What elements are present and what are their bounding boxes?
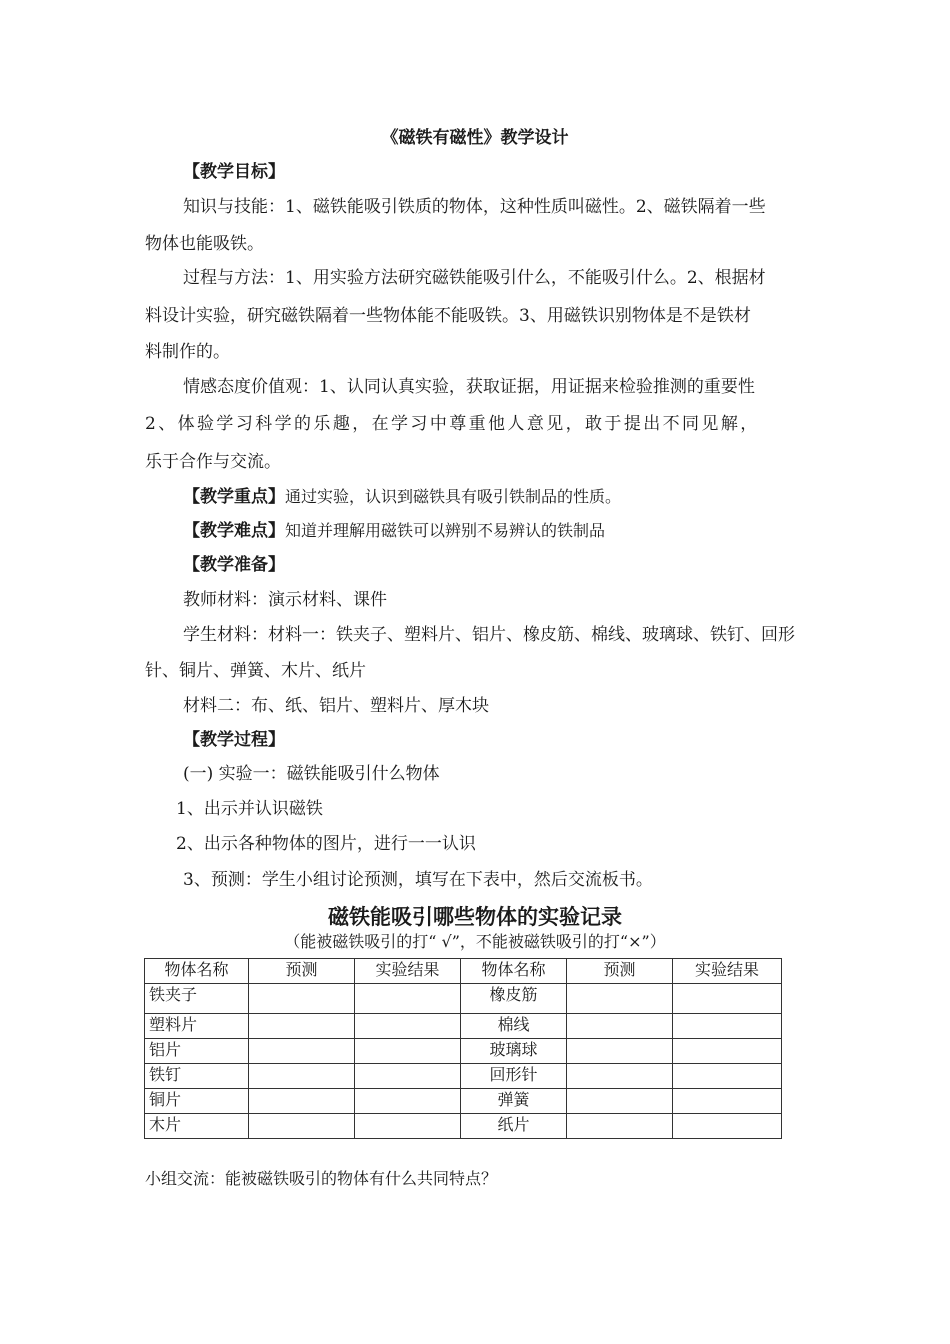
- difficulty-row: [183, 520, 605, 542]
- header-cell: 实验结果: [673, 959, 782, 984]
- key-point-label: 【教学重点】: [183, 487, 285, 507]
- prediction-cell: [567, 1039, 673, 1064]
- knowledge-line-1: 知识与技能：1、磁铁能吸引铁质的物体，这种性质叫磁性。2、磁铁隔着一些: [183, 197, 766, 217]
- knowledge-line-2: 物体也能吸铁。: [145, 234, 264, 254]
- table-row: [145, 1039, 782, 1064]
- result-cell: [673, 1064, 782, 1089]
- object-name-cell: 弹簧: [461, 1089, 567, 1114]
- key-point-row: [183, 486, 621, 508]
- result-cell: [355, 1014, 461, 1039]
- object-name-cell: 木片: [145, 1114, 249, 1139]
- process-goal-line-3: 料制作的。: [145, 342, 230, 362]
- student-materials-line-2: 针、铜片、弹簧、木片、纸片: [145, 661, 366, 681]
- header-cell: 物体名称: [461, 959, 567, 984]
- group-discussion: 小组交流：能被磁铁吸引的物体有什么共同特点？: [145, 1169, 498, 1188]
- record-table: [144, 958, 782, 1139]
- header-cell: 预测: [249, 959, 355, 984]
- emotion-line-1: 情感态度价值观：1、认同认真实验，获取证据，用证据来检验推测的重要性: [183, 377, 755, 397]
- object-name-cell: 纸片: [461, 1114, 567, 1139]
- header-cell: 预测: [567, 959, 673, 984]
- result-cell: [355, 1039, 461, 1064]
- object-name-cell: 塑料片: [145, 1014, 249, 1039]
- process-heading: 【教学过程】: [183, 730, 285, 750]
- object-name-cell: 回形针: [461, 1064, 567, 1089]
- object-name-cell: 棉线: [461, 1014, 567, 1039]
- record-table-title: 磁铁能吸引哪些物体的实验记录: [328, 905, 622, 929]
- result-cell: [673, 1114, 782, 1139]
- difficulty-label: 【教学难点】: [183, 521, 285, 541]
- prediction-cell: [567, 984, 673, 1014]
- key-point-text: 通过实验，认识到磁铁具有吸引铁制品的性质。: [285, 487, 622, 506]
- student-materials-line-1: 学生材料：材料一：铁夹子、塑料片、铝片、橡皮筋、棉线、玻璃球、铁钉、回形: [183, 625, 795, 645]
- prediction-cell: [249, 1114, 355, 1139]
- step-two: 2、出示各种物体的图片，进行一一认识: [176, 834, 476, 854]
- object-name-cell: 铁夹子: [145, 984, 249, 1014]
- material-two: 材料二：布、纸、铝片、塑料片、厚木块: [183, 696, 489, 716]
- table-row: [145, 1089, 782, 1114]
- object-name-cell: 橡皮筋: [461, 984, 567, 1014]
- table-row: [145, 1114, 782, 1139]
- object-name-cell: 玻璃球: [461, 1039, 567, 1064]
- step-one: 1、出示并认识磁铁: [176, 799, 323, 819]
- prediction-cell: [249, 1064, 355, 1089]
- object-name-cell: 铁钉: [145, 1064, 249, 1089]
- step-three: 3、预测：学生小组讨论预测，填写在下表中，然后交流板书。: [183, 870, 653, 890]
- result-cell: [355, 1089, 461, 1114]
- object-name-cell: 铝片: [145, 1039, 249, 1064]
- result-cell: [673, 1014, 782, 1039]
- prediction-cell: [567, 1114, 673, 1139]
- table-row: [145, 1064, 782, 1089]
- emotion-line-3: 乐于合作与交流。: [145, 452, 281, 472]
- table-row: [145, 984, 782, 1014]
- prep-heading: 【教学准备】: [183, 555, 285, 575]
- experiment-one: (一) 实验一：磁铁能吸引什么物体: [183, 764, 440, 784]
- difficulty-text: 知道并理解用磁铁可以辨别不易辨认的铁制品: [285, 521, 606, 540]
- process-goal-line-2: 料设计实验，研究磁铁隔着一些物体能不能吸铁。3、用磁铁识别物体是不是铁材: [145, 306, 751, 326]
- header-cell: 实验结果: [355, 959, 461, 984]
- result-cell: [355, 1114, 461, 1139]
- result-cell: [673, 1039, 782, 1064]
- goals-heading: 【教学目标】: [183, 162, 285, 182]
- result-cell: [673, 1089, 782, 1114]
- prediction-cell: [249, 1089, 355, 1114]
- prediction-cell: [249, 1014, 355, 1039]
- prediction-cell: [567, 1089, 673, 1114]
- result-cell: [673, 984, 782, 1014]
- object-name-cell: 铜片: [145, 1089, 249, 1114]
- prediction-cell: [249, 1039, 355, 1064]
- prediction-cell: [567, 1014, 673, 1039]
- record-table-subtitle: （能被磁铁吸引的打“ √”，不能被磁铁吸引的打“×”）: [284, 932, 666, 951]
- result-cell: [355, 1064, 461, 1089]
- document-title: 《磁铁有磁性》教学设计: [381, 128, 569, 148]
- table-header-row: [145, 959, 782, 984]
- emotion-line-2: 2、体验学习科学的乐趣，在学习中尊重他人意见，敢于提出不同见解，: [145, 414, 760, 434]
- prediction-cell: [249, 984, 355, 1014]
- table-row: [145, 1014, 782, 1039]
- teacher-materials: 教师材料：演示材料、课件: [183, 590, 387, 610]
- process-goal-line-1: 过程与方法：1、用实验方法研究磁铁能吸引什么，不能吸引什么。2、根据材: [183, 268, 766, 288]
- prediction-cell: [567, 1064, 673, 1089]
- header-cell: 物体名称: [145, 959, 249, 984]
- result-cell: [355, 984, 461, 1014]
